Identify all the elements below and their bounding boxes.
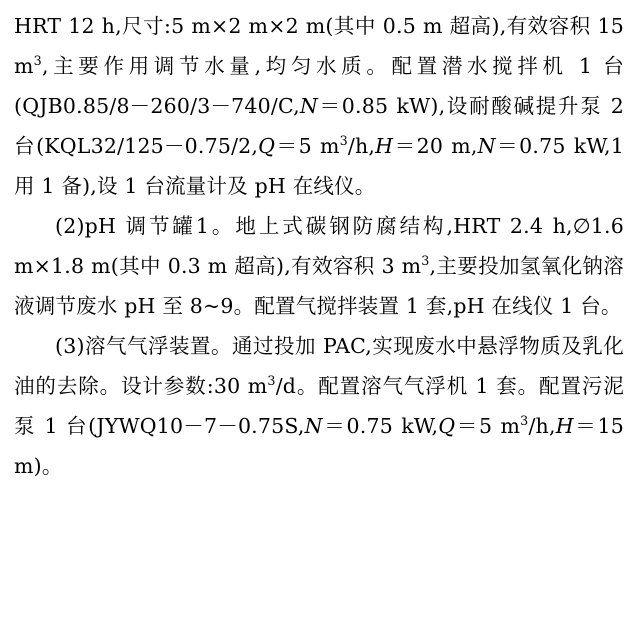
paragraph-1: HRT 12 h,尺寸:5 m×2 m×2 m(其中 0.5 m 超高),有效容积 15 $m^3$,主要作用调节水量,均匀水质。配置潜水搅拌机 1 台(QJB0.85/8－260/3－740/C,N＝0.85 kW),设耐酸碱提升泵 2 台(KQL32/125－0.75/2,Q＝5 $m^3/h,H=20$ m,N＝0.75 kW,1 用 1 备),设 1 台流量计及 pH 在线仪。 bbox=[14, 14, 625, 198]
paragraph-2: (2)pH 调节罐1。地上式碳钢防腐结构,HRT 2.4 h,∅1.6 m×1.8 m(其中 0.3 m 超高),有效容积 3 $m^3$,主要投加氢氧化钠溶液调节废水 pH 至 8~9。配置气搅拌装置 1 套,pH 在线仪 1 台。 bbox=[14, 214, 624, 318]
paragraph-3: (3)溶气气浮装置。通过投加 PAC,实现废水中悬浮物质及乳化油的去除。设计参数:30 $m^3/d$。配置溶气气浮机 1 套。配置污泥泵 1 台(JYWQ10－7－0.75S,N＝0.75 kW,Q＝5 $m^3/h,H=15$ m)。 bbox=[14, 334, 625, 478]
